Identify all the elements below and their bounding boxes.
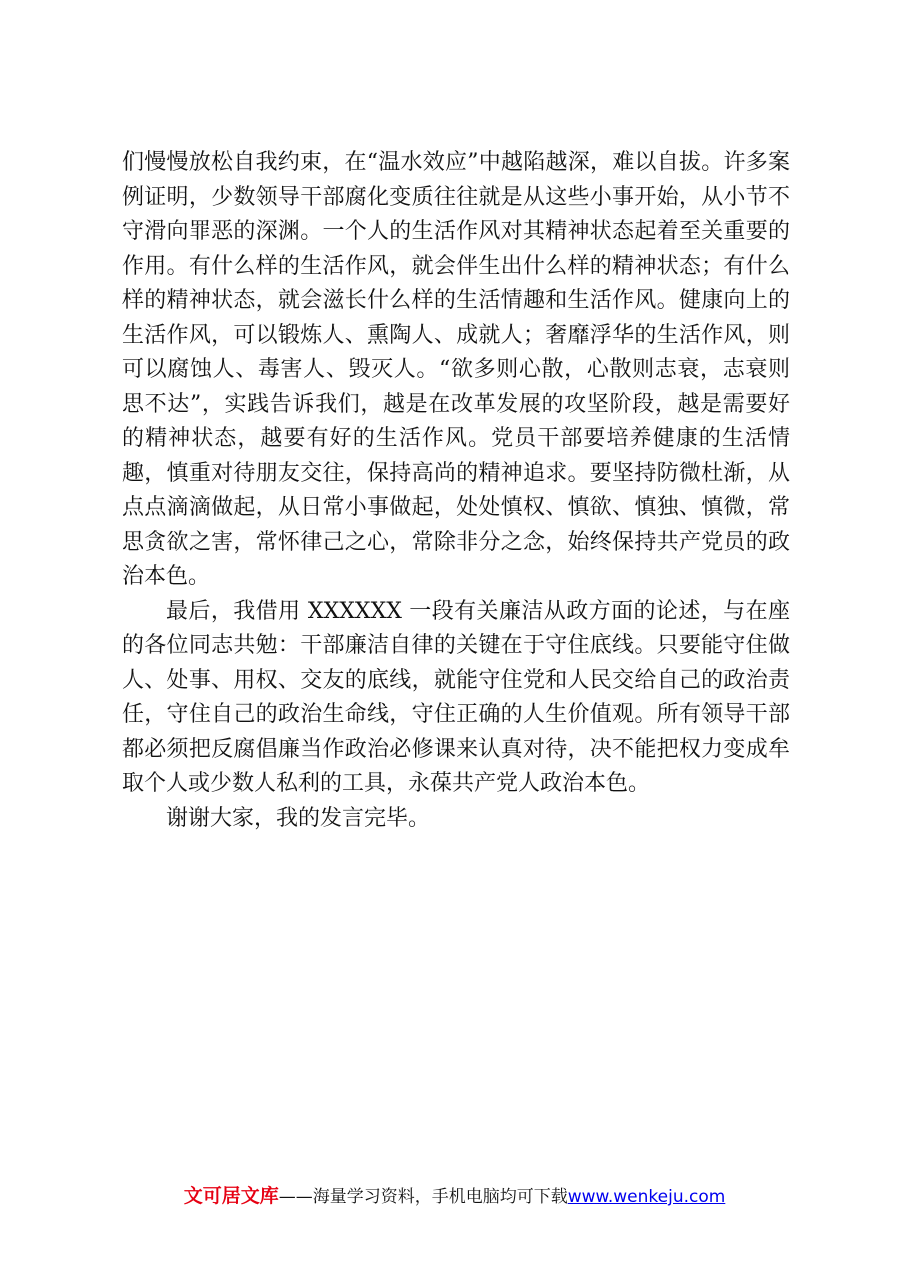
footer-slogan: ——海量学习资料，手机电脑均可下载: [278, 1187, 568, 1207]
footer-banner: [0, 1184, 909, 1209]
footer-site-link[interactable]: www.wenkeju.com: [567, 1187, 726, 1207]
document-body: [122, 146, 790, 836]
paragraph-thanks: 谢谢大家，我的发言完毕。: [166, 805, 431, 831]
paragraph-continuation: 们慢慢放松自我约束，在“温水效应”中越陷越深，难以自拔。许多案例证明，少数领导干部腐化变质往往就是从这些小事开始，从小节不守滑向罪恶的深渊。一个人的生活作风对其精神状态起着至关重要的作用。有什么样的生活作风，就会伴生出什么样的精神状态；有什么样的精神状态，就会滋长什么样的生活情趣和生活作风。健康向上的生活作风，可以锻炼人、熏陶人、成就人；奢靡浮华的生活作风，则可以腐蚀人、毒害人、毁灭人。“欲多则心散，心散则志衰，志衰则思不达”，实践告诉我们，越是在改革发展的攻坚阶段，越是需要好的精神状态，越要有好的生活作风。党员干部要培养健康的生活情趣，慎重对待朋友交往，保持高尚的精神追求。要坚持防微杜渐，从点点滴滴做起，从日常小事做起，处处慎权、慎欲、慎独、慎微，常思贪欲之害，常怀律己之心，常除非分之念，始终保持共产党员的政治本色。: [122, 150, 790, 589]
footer-brand: 文可居文库: [183, 1185, 279, 1207]
paragraph-closing-quote: 最后，我借用 XXXXXX 一段有关廉洁从政方面的论述，与在座的各位同志共勉：干部廉洁自律的关键在于守住底线。只要能守住做人、处事、用权、交友的底线，就能守住党和人民交给自己的政治责任，守住自己的政治生命线，守住正确的人生价值观。所有领导干部都必须把反腐倡廉当作政治必修课来认真对待，决不能把权力变成牟取个人或少数人私利的工具，永葆共产党人政治本色。: [122, 598, 790, 796]
